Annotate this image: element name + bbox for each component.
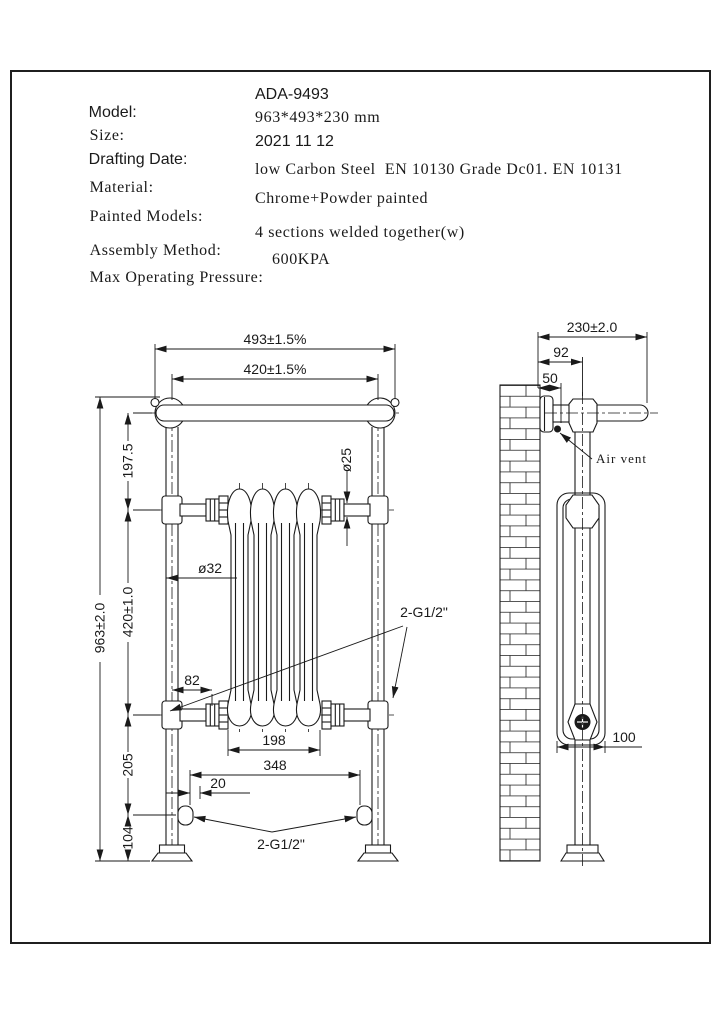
- label-air-vent: Air vent: [596, 451, 647, 466]
- dim-lower-section: 205: [119, 753, 136, 777]
- dim-wall-to-vent: 50: [542, 370, 558, 386]
- dim-inlet-span: 348: [263, 757, 287, 773]
- front-view: [92, 331, 448, 861]
- top-rail: [151, 398, 399, 428]
- spec-value: ADA-9493: [255, 86, 329, 103]
- spec-label: Assembly Method:: [89, 242, 222, 259]
- air-vent: [554, 426, 561, 433]
- label-top-connections: 2-G1/2": [400, 604, 448, 620]
- dim-core-width: 198: [262, 732, 286, 748]
- spec-label: Painted Models:: [89, 208, 204, 225]
- dim-foot-section: 104: [119, 826, 136, 850]
- spec-value: 963*493*230 mm: [255, 109, 381, 126]
- centerlines: [150, 398, 402, 857]
- spec-value: 600KPA: [272, 251, 331, 268]
- side-rail: [569, 399, 648, 432]
- label-bottom-connections: 2-G1/2": [257, 836, 305, 852]
- tee-collars: [162, 496, 388, 729]
- union-nut: [206, 499, 219, 521]
- spec-label: Material:: [89, 179, 154, 196]
- spec-label: Max Operating Pressure:: [89, 269, 264, 286]
- dim-core-depth: 100: [612, 729, 636, 745]
- dim-rail-diameter: ø25: [338, 447, 354, 473]
- brick-wall: [500, 385, 540, 861]
- flange-plug: [391, 399, 399, 407]
- spec-value: Chrome+Powder painted: [255, 190, 429, 207]
- dim-leg-diameter: ø32: [197, 560, 223, 576]
- spec-label: Size:: [89, 127, 125, 144]
- spec-value: 2021 11 12: [255, 133, 334, 150]
- rail-tee: [569, 399, 597, 432]
- inlet-bosses: [178, 806, 372, 825]
- spec-label: Drafting Date:: [88, 151, 188, 168]
- side-panel: [557, 432, 605, 845]
- union-nut: [331, 499, 344, 521]
- dim-height-overall: 963±2.0: [91, 602, 108, 654]
- spec-label: Model:: [88, 104, 137, 121]
- union-nut: [206, 704, 219, 726]
- dim-top-section: 197.5: [119, 443, 136, 479]
- union-nut: [331, 704, 344, 726]
- spec-value: low Carbon Steel EN 10130 Grade Dc01. EN 10131: [255, 161, 623, 178]
- dim-leg-to-core: 82: [184, 672, 200, 688]
- side-view: [500, 319, 658, 868]
- legs: [166, 427, 384, 847]
- spec-value: 4 sections welded together(w): [255, 224, 465, 241]
- dim-wall-to-pipe: 92: [553, 344, 569, 360]
- radiator-core: [227, 489, 320, 726]
- flange-plug: [151, 399, 159, 407]
- dim-mid-section: 420±1.0: [119, 586, 136, 638]
- dim-width-outer: 493±1.5%: [243, 331, 307, 347]
- dim-width-inner: 420±1.5%: [243, 361, 307, 377]
- dim-depth: 230±2.0: [566, 319, 618, 335]
- rail-tube: [156, 405, 394, 421]
- dim-inlet-offset: 20: [210, 775, 226, 791]
